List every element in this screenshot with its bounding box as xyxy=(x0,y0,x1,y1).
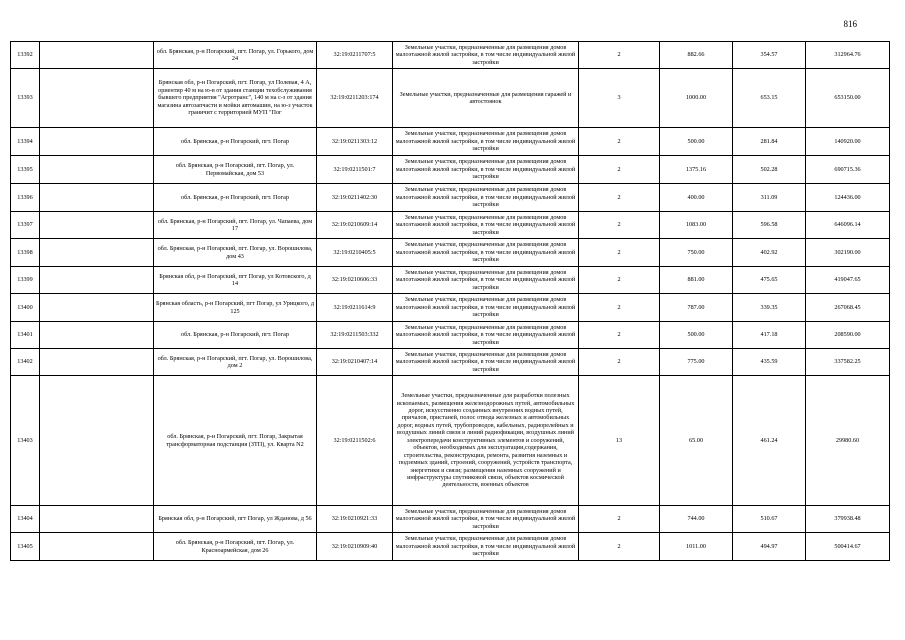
address-cell: Брянская обл, р-н Погарский, пгт. Погар, ул Полевая, 4 А, ориентир 40 м на ю-в от здания станции техобслуживания бывшего предприятия "Агротранс", 140 м на с-з от здания магазина автозапчасти и мойки автомашин, на ю-з участок граничит с территорией МУП "Пог xyxy=(154,69,317,128)
address-cell: Брянская обл, р-н Погарский, пгт Погар, ул Жданова, д 56 xyxy=(154,506,317,533)
spacer-cell xyxy=(40,128,154,156)
use-code-cell: 2 xyxy=(579,533,660,561)
cadastral-number-cell: 32:19:0210609:14 xyxy=(317,212,393,239)
table-row xyxy=(11,349,890,376)
table-row xyxy=(11,533,890,561)
land-use-cell: Земельные участки, предназначенные для размещения домов малоэтажной жилой застройки, в том числе индивидуальной жилой застройки xyxy=(393,349,579,376)
table-row xyxy=(11,376,890,506)
use-code-cell: 2 xyxy=(579,184,660,212)
area-cell: 750.00 xyxy=(660,239,733,267)
area-cell: 1375.16 xyxy=(660,156,733,184)
unit-value-cell: 494.97 xyxy=(733,533,806,561)
spacer-cell xyxy=(40,376,154,506)
row-number-cell: 13392 xyxy=(11,42,40,69)
row-number-cell: 13396 xyxy=(11,184,40,212)
cadastral-value-table xyxy=(10,41,890,561)
table-row xyxy=(11,184,890,212)
cadastral-value-cell: 267068.45 xyxy=(806,294,890,322)
unit-value-cell: 510.67 xyxy=(733,506,806,533)
table-row xyxy=(11,212,890,239)
row-number-cell: 13405 xyxy=(11,533,40,561)
row-number-cell: 13403 xyxy=(11,376,40,506)
cadastral-number-cell: 32:19:0211614:9 xyxy=(317,294,393,322)
table-row xyxy=(11,322,890,349)
cadastral-number-cell: 32:19:0211707:5 xyxy=(317,42,393,69)
address-cell: Брянская область, р-н Погарский, пгт Погар, ул Урицкого, д 125 xyxy=(154,294,317,322)
cadastral-number-cell: 32:19:0211203:174 xyxy=(317,69,393,128)
address-cell: обл. Брянская, р-н Погарский, пгт. Погар, ул. Ворошилова, дом 2 xyxy=(154,349,317,376)
row-number-cell: 13398 xyxy=(11,239,40,267)
land-use-cell: Земельные участки, предназначенные для размещения домов малоэтажной жилой застройки, в том числе индивидуальной жилой застройки xyxy=(393,267,579,294)
unit-value-cell: 435.59 xyxy=(733,349,806,376)
use-code-cell: 13 xyxy=(579,376,660,506)
table-row xyxy=(11,69,890,128)
address-cell: обл. Брянская, р-н Погарский, пгт. Погар xyxy=(154,184,317,212)
spacer-cell xyxy=(40,506,154,533)
row-number-cell: 13404 xyxy=(11,506,40,533)
cadastral-value-cell: 419047.65 xyxy=(806,267,890,294)
cadastral-value-cell: 653150.00 xyxy=(806,69,890,128)
spacer-cell xyxy=(40,212,154,239)
use-code-cell: 2 xyxy=(579,506,660,533)
row-number-cell: 13395 xyxy=(11,156,40,184)
area-cell: 775.00 xyxy=(660,349,733,376)
unit-value-cell: 475.65 xyxy=(733,267,806,294)
row-number-cell: 13399 xyxy=(11,267,40,294)
cadastral-value-cell: 500414.67 xyxy=(806,533,890,561)
land-use-cell: Земельные участки, предназначенные для размещения домов малоэтажной жилой застройки, в том числе индивидуальной жилой застройки xyxy=(393,156,579,184)
area-cell: 881.00 xyxy=(660,267,733,294)
address-cell: обл. Брянская, р-н Погарский, пгт. Погар xyxy=(154,128,317,156)
address-cell: обл. Брянская, р-н Погарский, пгт. Погар, ул. Ворошилова, дом 43 xyxy=(154,239,317,267)
land-use-cell: Земельные участки, предназначенные для размещения домов малоэтажной жилой застройки, в том числе индивидуальной жилой застройки xyxy=(393,184,579,212)
address-cell: обл. Брянская, р-н Погарский, пгт. Погар, ул. Горького, дом 24 xyxy=(154,42,317,69)
spacer-cell xyxy=(40,349,154,376)
use-code-cell: 3 xyxy=(579,69,660,128)
unit-value-cell: 596.58 xyxy=(733,212,806,239)
cadastral-value-cell: 312964.76 xyxy=(806,42,890,69)
cadastral-number-cell: 32:19:0210909:40 xyxy=(317,533,393,561)
land-use-cell: Земельные участки, предназначенные для разработки полезных ископаемых, размещения железнодорожных путей, автомобильных дорог, искусственно созданных внутренних водных путей, причалов, пристаней, полос отвода железных и автомобильных дорог, водных путей, трубопроводов, кабельных, радиорелейных и воздушных линий связи и линий радиофикации, воздушных линий электропередачи конструктивных элементов и сооружений, объектов, необходимых для эксплуатации,содержания, строительства, реконструкции, ремонта, развития наземных и подземных зданий, строений, сооружений, устройств транспорта, энергетики и связи; размещения наземных сооружений и инфраструктуры спутниковой связи, объектов космической деятельности, военных объектов xyxy=(393,376,579,506)
spacer-cell xyxy=(40,322,154,349)
cadastral-value-cell: 140920.00 xyxy=(806,128,890,156)
table-row xyxy=(11,42,890,69)
cadastral-value-cell: 208590.00 xyxy=(806,322,890,349)
table-body xyxy=(11,42,890,561)
land-use-cell: Земельные участки, предназначенные для размещения гаражей и автостоянок xyxy=(393,69,579,128)
land-use-cell: Земельные участки, предназначенные для размещения домов малоэтажной жилой застройки, в том числе индивидуальной жилой застройки xyxy=(393,239,579,267)
area-cell: 400.00 xyxy=(660,184,733,212)
address-cell: обл. Брянская, р-н Погарский, пгт. Погар, ул. Чапаева, дом 17 xyxy=(154,212,317,239)
row-number-cell: 13397 xyxy=(11,212,40,239)
use-code-cell: 2 xyxy=(579,42,660,69)
area-cell: 744.00 xyxy=(660,506,733,533)
use-code-cell: 2 xyxy=(579,322,660,349)
spacer-cell xyxy=(40,69,154,128)
area-cell: 500.00 xyxy=(660,322,733,349)
cadastral-number-cell: 32:19:0210407:14 xyxy=(317,349,393,376)
address-cell: обл. Брянская, р-н Погарский, пгт. Погар, ул. Первомайская, дом 53 xyxy=(154,156,317,184)
area-cell: 882.66 xyxy=(660,42,733,69)
use-code-cell: 2 xyxy=(579,212,660,239)
cadastral-value-cell: 302190.00 xyxy=(806,239,890,267)
cadastral-number-cell: 32:19:0211503:332 xyxy=(317,322,393,349)
address-cell: обл. Брянская, р-н Погарский, пгт. Погар, ул. Красноармейская, дом 26 xyxy=(154,533,317,561)
land-use-cell: Земельные участки, предназначенные для размещения домов малоэтажной жилой застройки, в том числе индивидуальной жилой застройки xyxy=(393,42,579,69)
cadastral-number-cell: 32:19:0210921:33 xyxy=(317,506,393,533)
unit-value-cell: 502.28 xyxy=(733,156,806,184)
address-cell: Брянская обл, р-н Погарский, пгт Погар, ул Котовского, д 14 xyxy=(154,267,317,294)
use-code-cell: 2 xyxy=(579,267,660,294)
unit-value-cell: 402.92 xyxy=(733,239,806,267)
spacer-cell xyxy=(40,267,154,294)
area-cell: 787.00 xyxy=(660,294,733,322)
cadastral-value-cell: 337582.25 xyxy=(806,349,890,376)
spacer-cell xyxy=(40,294,154,322)
row-number-cell: 13400 xyxy=(11,294,40,322)
unit-value-cell: 653.15 xyxy=(733,69,806,128)
spacer-cell xyxy=(40,156,154,184)
cadastral-number-cell: 32:19:0210606:33 xyxy=(317,267,393,294)
spacer-cell xyxy=(40,184,154,212)
land-use-cell: Земельные участки, предназначенные для размещения домов малоэтажной жилой застройки, в том числе индивидуальной жилой застройки xyxy=(393,322,579,349)
area-cell: 500.00 xyxy=(660,128,733,156)
address-cell: обл. Брянская, р-н Погарский, пгт. Погар xyxy=(154,322,317,349)
unit-value-cell: 281.84 xyxy=(733,128,806,156)
cadastral-number-cell: 32:19:0211303:12 xyxy=(317,128,393,156)
unit-value-cell: 311.09 xyxy=(733,184,806,212)
land-use-cell: Земельные участки, предназначенные для размещения домов малоэтажной жилой застройки, в том числе индивидуальной жилой застройки xyxy=(393,533,579,561)
cadastral-number-cell: 32:19:0210405:5 xyxy=(317,239,393,267)
spacer-cell xyxy=(40,239,154,267)
area-cell: 1000.00 xyxy=(660,69,733,128)
use-code-cell: 2 xyxy=(579,349,660,376)
use-code-cell: 2 xyxy=(579,156,660,184)
address-cell: обл. Брянская, р-н Погарский, пгт. Погар, Закрытая трансформаторная подстанция (ЗТП), ул. Кварта N2 xyxy=(154,376,317,506)
use-code-cell: 2 xyxy=(579,128,660,156)
land-use-cell: Земельные участки, предназначенные для размещения домов малоэтажной жилой застройки, в том числе индивидуальной жилой застройки xyxy=(393,294,579,322)
land-use-cell: Земельные участки, предназначенные для размещения домов малоэтажной жилой застройки, в том числе индивидуальной жилой застройки xyxy=(393,128,579,156)
area-cell: 1011.00 xyxy=(660,533,733,561)
cadastral-number-cell: 32:19:0211502:6 xyxy=(317,376,393,506)
row-number-cell: 13393 xyxy=(11,69,40,128)
use-code-cell: 2 xyxy=(579,294,660,322)
row-number-cell: 13402 xyxy=(11,349,40,376)
table-row xyxy=(11,267,890,294)
row-number-cell: 13401 xyxy=(11,322,40,349)
table-row xyxy=(11,294,890,322)
use-code-cell: 2 xyxy=(579,239,660,267)
cadastral-value-cell: 379938.48 xyxy=(806,506,890,533)
row-number-cell: 13394 xyxy=(11,128,40,156)
spacer-cell xyxy=(40,533,154,561)
page-number: 816 xyxy=(843,19,857,29)
cadastral-value-cell: 29980.60 xyxy=(806,376,890,506)
spacer-cell xyxy=(40,42,154,69)
unit-value-cell: 417.18 xyxy=(733,322,806,349)
table-row xyxy=(11,156,890,184)
unit-value-cell: 354.57 xyxy=(733,42,806,69)
land-use-cell: Земельные участки, предназначенные для размещения домов малоэтажной жилой застройки, в том числе индивидуальной жилой застройки xyxy=(393,506,579,533)
table-row xyxy=(11,506,890,533)
table-row xyxy=(11,239,890,267)
cadastral-value-cell: 124436.00 xyxy=(806,184,890,212)
table-row xyxy=(11,128,890,156)
land-use-cell: Земельные участки, предназначенные для размещения домов малоэтажной жилой застройки, в том числе индивидуальной жилой застройки xyxy=(393,212,579,239)
cadastral-number-cell: 32:19:0211501:7 xyxy=(317,156,393,184)
area-cell: 65.00 xyxy=(660,376,733,506)
unit-value-cell: 339.35 xyxy=(733,294,806,322)
area-cell: 1083.00 xyxy=(660,212,733,239)
cadastral-value-cell: 646096.14 xyxy=(806,212,890,239)
cadastral-number-cell: 32:19:0211402:30 xyxy=(317,184,393,212)
unit-value-cell: 461.24 xyxy=(733,376,806,506)
cadastral-value-cell: 690715.36 xyxy=(806,156,890,184)
